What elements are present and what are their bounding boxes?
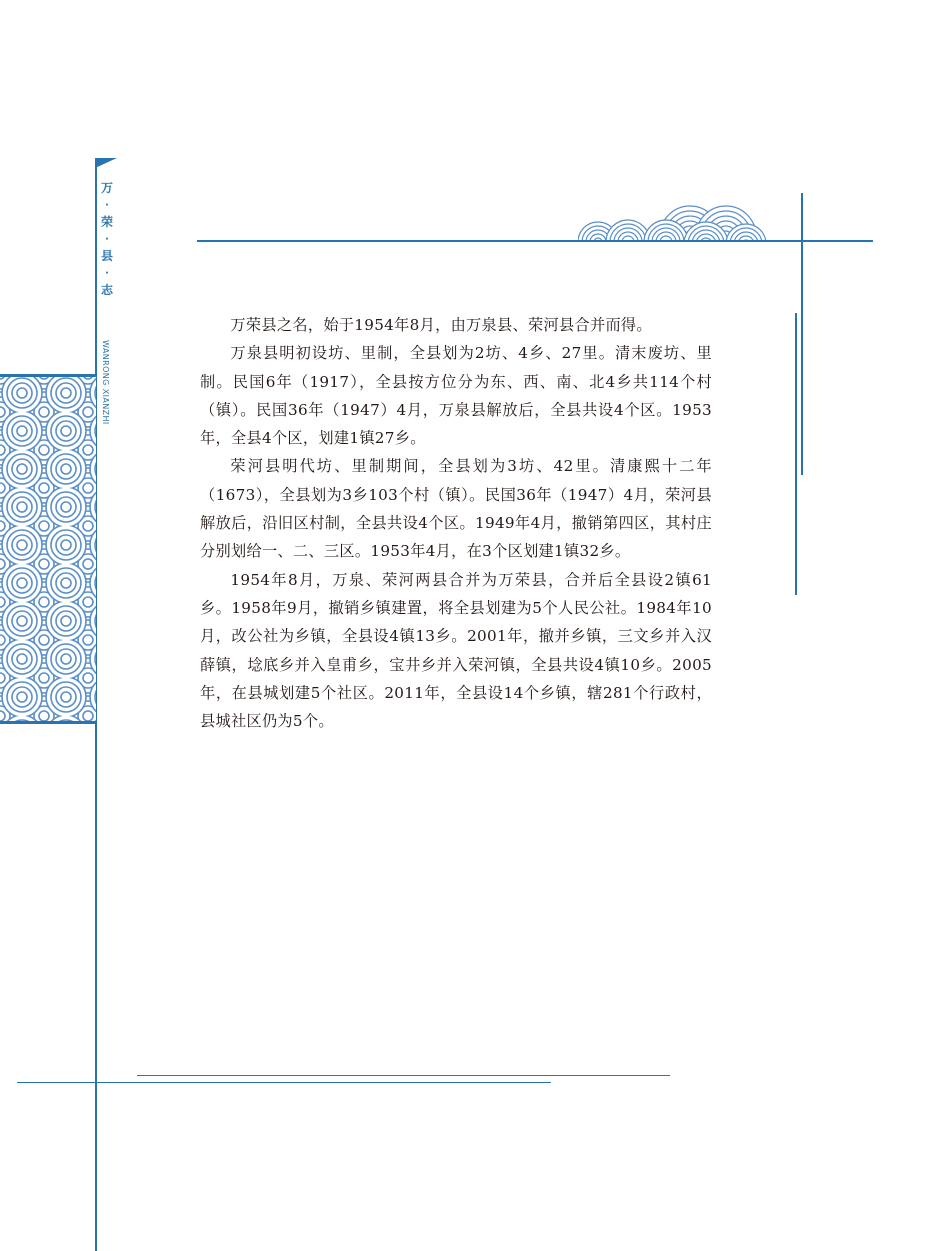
spine-flag [95, 158, 117, 168]
title-char: 荣 [100, 215, 113, 229]
title-separator: · [105, 268, 109, 279]
paragraph: 万泉县明初设坊、里制，全县划为2坊、4乡、27里。清末废坊、里制。民国6年（1917），全县按方位分为东、西、南、北4乡共114个村（镇）。民国36年（1947）4月，万泉县解放后，全县共设4个区。1953年，全县4个区，划建1镇27乡。 [200, 344, 712, 448]
book-title-pinyin: WANRONG XIANZHI [101, 340, 110, 425]
header-rule [197, 240, 873, 242]
title-separator: · [105, 200, 109, 211]
book-title-vertical [97, 180, 117, 299]
swirl-pattern-panel [0, 374, 96, 724]
header-vertical-rule [801, 193, 803, 475]
paragraph: 万荣县之名，始于1954年8月，由万泉县、荣河县合并而得。 [230, 316, 652, 334]
footer-rule-lower [17, 1082, 551, 1083]
margin-vertical-rule [795, 313, 797, 595]
title-char: 万 [100, 181, 113, 195]
body-text [200, 311, 712, 735]
footer-rule-upper [137, 1075, 670, 1076]
title-char: 县 [100, 249, 113, 263]
title-char: 志 [100, 283, 113, 297]
cloud-ornament [578, 200, 768, 242]
paragraph: 1954年8月，万泉、荣河两县合并为万荣县，合并后全县设2镇61乡。1958年9月，撤销乡镇建置，将全县划建为5个人民公社。1984年10月，改公社为乡镇，全县设4镇13乡。2001年，撤并乡镇，三文乡并入汉薛镇，埝底乡并入皇甫乡，宝井乡并入荣河镇，全县共设4镇10乡。2005年，在县城划建5个社区。2011年，全县设14个乡镇，辖281个行政村，县城社区仍为5个。 [200, 570, 712, 731]
paragraph: 荣河县明代坊、里制期间，全县划为3坊、42里。清康熙十二年（1673），全县划为3乡103个村（镇）。民国36年（1947）4月，荣河县解放后，沿旧区村制，全县共设4个区。1949年4月，撤销第四区，其村庄分别划给一、二、三区。1953年4月，在3个区划建1镇32乡。 [200, 457, 712, 561]
title-separator: · [105, 234, 109, 245]
